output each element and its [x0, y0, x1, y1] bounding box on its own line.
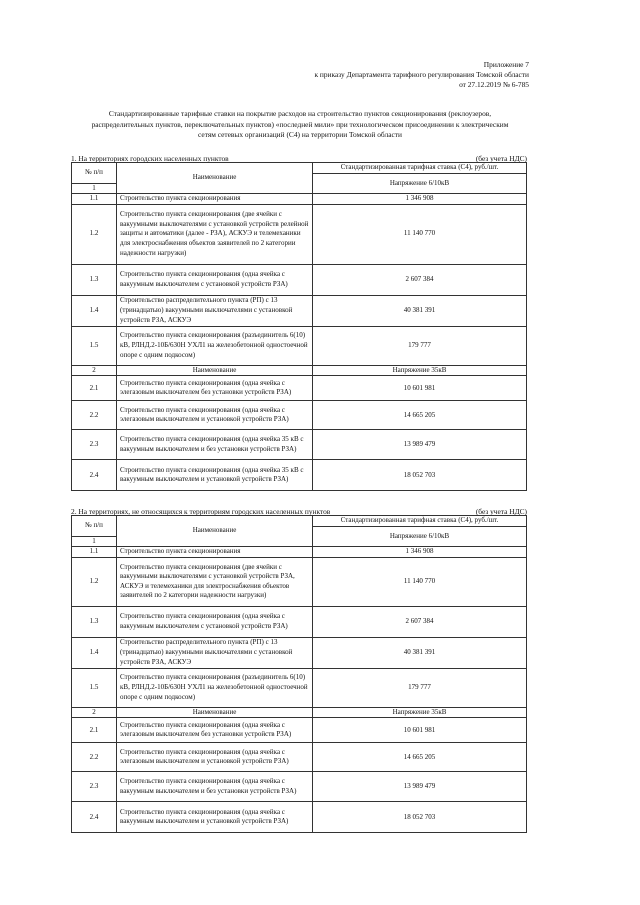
row-name: Строительство пункта секционирования (одна ячейка с вакуумным выключателем и без установки устройств РЗА)	[117, 772, 313, 802]
table-row	[72, 194, 527, 205]
column-number-header: № п/п	[72, 516, 117, 537]
row-number: 1.2	[72, 557, 117, 606]
title-line-2: распределительных пунктов, переключательных пунктов) «последней мили» при технологическом присоединении к электрическим	[91, 119, 509, 129]
row-name: Строительство пункта секционирования (одна ячейка с элегазовым выключателем без установки устройств РЗА)	[117, 376, 313, 401]
row-rate-value: 2 607 384	[313, 606, 527, 637]
table-row	[72, 637, 527, 668]
row-name: Строительство пункта секционирования (одна ячейка с элегазовым выключателем и установкой устройств РЗА)	[117, 743, 313, 772]
column-rate-header: Стандартизированная тарифная ставка (С4), руб./шт.	[313, 163, 527, 174]
row-rate-value: 13 989 479	[313, 430, 527, 460]
voltage-6-10kv-header: Напряжение 6/10кВ	[313, 173, 527, 194]
row-rate-value: 11 140 770	[313, 204, 527, 264]
table-row	[72, 718, 527, 743]
table-row	[72, 772, 527, 802]
table-row	[72, 668, 527, 707]
document-title	[70, 109, 530, 141]
row-rate-value: 11 140 770	[313, 557, 527, 606]
section-2-heading: 2. На территориях, не относящихся к территориям городских населенных пунктов	[71, 507, 331, 516]
row-name: Строительство пункта секционирования (одна ячейка с элегазовым выключателем и установкой устройств РЗА)	[117, 401, 313, 430]
row-name: Строительство пункта секционирования (одна ячейка с вакуумным выключателем с установкой устройств РЗА)	[117, 264, 313, 295]
appendix-header	[314, 60, 529, 90]
row-rate-value: 2 607 384	[313, 264, 527, 295]
column-name-header: Наименование	[117, 516, 313, 547]
table-row	[72, 401, 527, 430]
voltage-35kv-header: Напряжение 35кВ	[313, 365, 527, 376]
row-number: 1.1	[72, 194, 117, 205]
section-2-table	[71, 515, 527, 833]
row-name: Строительство пункта секционирования (одна ячейка 35 кВ с вакуумным выключателем и без установки устройств РЗА)	[117, 430, 313, 460]
table-row	[72, 743, 527, 772]
group-2-name-header: Наименование	[117, 707, 313, 718]
row-name: Строительство распределительного пункта (РП) с 13 (тринадцатью) вакуумными выключателями с установкой устройств РЗА, АСКУЭ	[117, 637, 313, 668]
row-rate-value: 18 052 703	[313, 460, 527, 491]
row-rate-value: 10 601 981	[313, 376, 527, 401]
table-row	[72, 264, 527, 295]
row-rate-value: 179 777	[313, 326, 527, 365]
row-number: 2.1	[72, 376, 117, 401]
row-number: 2.3	[72, 430, 117, 460]
row-number: 1.4	[72, 637, 117, 668]
row-number: 1.5	[72, 326, 117, 365]
row-name: Строительство пункта секционирования	[117, 547, 313, 558]
section-1-heading: 1. На территориях городских населенных пунктов	[71, 154, 229, 163]
column-name-header: Наименование	[117, 163, 313, 194]
section-2-vat-note: (без учета НДС)	[475, 507, 527, 516]
row-number: 1.5	[72, 668, 117, 707]
row-name: Строительство пункта секционирования (две ячейки с вакуумными выключателями с установкой устройств РЗА, АСКУЭ и телемеханики для электроснабжения объектов заявителей по 2 категории надежности нагрузки)	[117, 557, 313, 606]
row-number: 1.3	[72, 606, 117, 637]
row-rate-value: 1 346 908	[313, 547, 527, 558]
row-rate-value: 1 346 908	[313, 194, 527, 205]
section-1-vat-note: (без учета НДС)	[475, 154, 527, 163]
row-number: 2.4	[72, 802, 117, 833]
row-rate-value: 10 601 981	[313, 718, 527, 743]
row-number: 1.2	[72, 204, 117, 264]
group-header-row	[72, 707, 527, 718]
row-name: Строительство пункта секционирования	[117, 194, 313, 205]
group-2-number: 2	[72, 365, 117, 376]
section-1-table	[71, 162, 527, 491]
order-date: от 27.12.2019 № 6-785	[459, 80, 529, 89]
order-reference: к приказу Департамента тарифного регулирования Томской области	[314, 70, 529, 79]
row-number: 1.1	[72, 547, 117, 558]
table-row	[72, 295, 527, 326]
row-name: Строительство распределительного пункта (РП) с 13 (тринадцатью) вакуумными выключателями с установкой устройств РЗА, АСКУЭ	[117, 295, 313, 326]
row-number: 1.4	[72, 295, 117, 326]
row-name: Строительство пункта секционирования (одна ячейка 35 кВ с вакуумным выключателем и установкой устройств РЗА)	[117, 460, 313, 491]
group-2-number: 2	[72, 707, 117, 718]
title-line-1: Стандартизированные тарифные ставки на покрытие расходов на строительство пунктов секционирования (реклоузеров,	[108, 109, 492, 118]
group-2-name-header: Наименование	[117, 365, 313, 376]
row-rate-value: 14 665 205	[313, 743, 527, 772]
row-rate-value: 179 777	[313, 668, 527, 707]
row-number: 1.3	[72, 264, 117, 295]
row-name: Строительство пункта секционирования (две ячейки с вакуумными выключателями с установкой устройств релейной защиты и автоматики (далее - РЗА), АСКУЭ и телемеханики для электроснабжения объектов заявителей по 2 категории надежности нагрузки)	[117, 204, 313, 264]
row-rate-value: 14 665 205	[313, 401, 527, 430]
row-number: 2.3	[72, 772, 117, 802]
table-row	[72, 204, 527, 264]
table-row	[72, 802, 527, 833]
title-line-3: сетям сетевых организаций (С4) на территории Томской области	[198, 130, 402, 139]
row-name: Строительство пункта секционирования (разъединитель 6(10) кВ, РЛНД.2-10Б/630Н УХЛ1 на железобетонной одностоечной опоре с одним подкосом)	[117, 668, 313, 707]
row-number: 2.1	[72, 718, 117, 743]
row-name: Строительство пункта секционирования (одна ячейка с элегазовым выключателем без установки устройств РЗА)	[117, 718, 313, 743]
row-rate-value: 18 052 703	[313, 802, 527, 833]
voltage-35kv-header: Напряжение 35кВ	[313, 707, 527, 718]
column-number-header: № п/п	[72, 163, 117, 184]
row-number: 2.2	[72, 743, 117, 772]
row-rate-value: 40 381 391	[313, 637, 527, 668]
table-row	[72, 606, 527, 637]
row-number: 2.2	[72, 401, 117, 430]
row-rate-value: 13 989 479	[313, 772, 527, 802]
row-name: Строительство пункта секционирования (разъединитель 6(10) кВ, РЛНД.2-10Б/630Н УХЛ1 на железобетонной одностоечной опоре с одним подкосом)	[117, 326, 313, 365]
row-number: 2.4	[72, 460, 117, 491]
group-1-number: 1	[72, 536, 117, 547]
group-header-row	[72, 365, 527, 376]
voltage-6-10kv-header: Напряжение 6/10кВ	[313, 526, 527, 547]
row-name: Строительство пункта секционирования (одна ячейка с вакуумным выключателем с установкой устройств РЗА)	[117, 606, 313, 637]
appendix-number: Приложение 7	[483, 60, 529, 69]
table-row	[72, 326, 527, 365]
table-row	[72, 376, 527, 401]
column-rate-header: Стандартизированная тарифная ставка (С4), руб./шт.	[313, 516, 527, 527]
table-header-row	[72, 516, 527, 527]
row-rate-value: 40 381 391	[313, 295, 527, 326]
table-row	[72, 430, 527, 460]
table-row	[72, 547, 527, 558]
table-row	[72, 557, 527, 606]
row-name: Строительство пункта секционирования (одна ячейка с вакуумным выключателем и установкой устройств РЗА)	[117, 802, 313, 833]
table-header-row	[72, 163, 527, 174]
table-row	[72, 460, 527, 491]
group-1-number: 1	[72, 183, 117, 194]
